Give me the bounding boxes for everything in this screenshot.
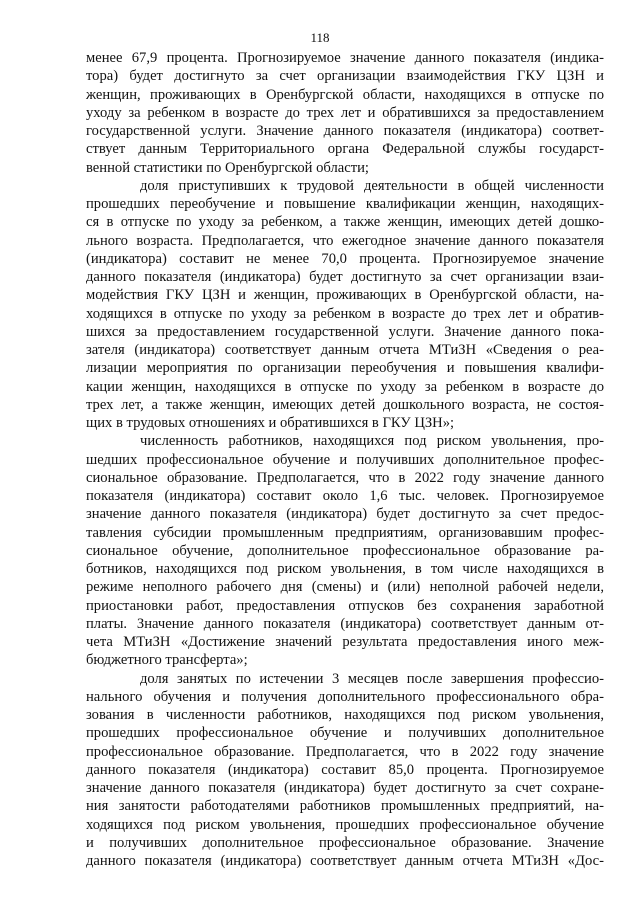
text-line: венной статистики по Оренбургской области; — [86, 159, 369, 176]
text-line: зателя (индикатора) соответствует данным отчета МТиЗН «Сведения о реа- — [86, 342, 604, 358]
text-line: чета МТиЗН «Достижение значений результата предоставления иного меж- — [86, 634, 604, 650]
text-line: платы. Значение данного показателя (индикатора) соответствует данным от- — [86, 615, 604, 632]
text-line: менее 67,9 процента. Прогнозируемое значение данного показателя (индика- — [86, 50, 604, 66]
text-line: и получивших дополнительное профессиональное образование. Значение — [86, 834, 604, 851]
text-line: (индикатора) составит не менее 70,0 процента. Прогнозируемое значение — [86, 250, 604, 267]
text-line: данного показателя (индикатора) составит 85,0 процента. Прогнозируемое — [86, 761, 604, 778]
text-line: модействия ГКУ ЦЗН и женщин, проживающих в Оренбургской области, на- — [86, 287, 604, 304]
text-line: ся в отпуске по уходу за ребенком, а также женщин, имеющих детей дошко- — [86, 214, 604, 231]
text-line: кации женщин, находящихся в отпуске по уходу за ребенком в возрасте до — [86, 378, 604, 395]
text-line: приостановки работ, предоставления отпусков без сохранения заработной — [86, 597, 604, 614]
text-line: доля занятых по истечении 3 месяцев после завершения профессио- — [140, 670, 604, 687]
text-line: ствует данным Территориального органа Федеральной службы государст- — [86, 141, 604, 158]
text-line: режиме неполного рабочего дня (смены) и (или) неполной рабочей недели, — [86, 579, 604, 596]
text-line: зования в численности работников, находящихся под риском увольнения, — [86, 707, 604, 723]
text-line: показателя (индикатора) составит около 1,6 тыс. человек. Прогнозируемое — [86, 488, 604, 504]
text-line: женщин, проживающих в Оренбургской области, находящихся в отпуске по — [86, 86, 604, 103]
text-line: значение данного показателя (индикатора) будет достигнуто за счет предос- — [86, 506, 604, 523]
body-text — [86, 49, 604, 870]
text-line: уходу за ребенком в возрасте до трех лет и обратившихся за предоставлением — [86, 104, 604, 121]
text-line: данного показателя (индикатора) соответствует данным отчета МТиЗН «Дос- — [86, 853, 604, 869]
text-line: ходящихся в отпуске по уходу за ребенком в возрасте до трех лет и обратив- — [86, 305, 604, 322]
text-line: ходящихся под риском увольнения, прошедших профессиональное обучение — [86, 816, 604, 833]
text-line: бюджетного трансферта»; — [86, 652, 248, 669]
text-line: шедших профессиональное обучение и получивших дополнительное профес- — [86, 451, 604, 468]
text-line: профессиональное образование. Предполагается, что в 2022 году значение — [86, 743, 604, 760]
text-line: ния занятости работодателями работников промышленных предприятий, на- — [86, 798, 604, 815]
text-line: доля приступивших к трудовой деятельности в общей численности — [140, 177, 604, 194]
text-line: прошедших профессиональное обучение и получивших дополнительное — [86, 725, 604, 742]
text-line: значение данного показателя (индикатора) будет достигнуто за счет сохране- — [86, 780, 604, 796]
text-line: тора) будет достигнуто за счет организации взаимодействия ГКУ ЦЗН и — [86, 68, 604, 85]
text-line: щих в трудовых отношениях и обратившихся в ГКУ ЦЗН»; — [86, 415, 455, 431]
text-line: ботников, находящихся под риском увольнения, в том числе находящихся в — [86, 561, 604, 577]
text-line: шихся за предоставлением государственной услуги. Значение данного пока- — [86, 323, 604, 340]
text-line: государственной услуги. Значение данного показателя (индикатора) соответ- — [86, 123, 604, 139]
text-line: численность работников, находящихся под риском увольнения, про- — [140, 433, 604, 450]
text-line: льного возраста. Предполагается, что ежегодное значение данного показателя — [86, 232, 604, 249]
text-line: сиональное обучение, дополнительное профессиональное образование ра- — [86, 542, 604, 559]
text-line: трех лет, а также женщин, имеющих детей дошкольного возраста, не состоя- — [86, 396, 604, 413]
text-line: тавления субсидии промышленным предприятиям, организовавшим профес- — [86, 524, 604, 541]
text-line: сиональное образование. Предполагается, что в 2022 году значение данного — [86, 469, 604, 486]
text-line: данного показателя (индикатора) будет достигнуто за счет организации взаи- — [86, 269, 604, 285]
text-line: нального обучения и получения дополнительного профессионального обра- — [86, 688, 604, 705]
page-number: 118 — [310, 30, 330, 45]
text-line: прошедших переобучение и повышение квалификации женщин, находящих- — [86, 196, 604, 212]
text-line: лизации мероприятия по организации переобучения и повышения квалифи- — [86, 360, 604, 377]
